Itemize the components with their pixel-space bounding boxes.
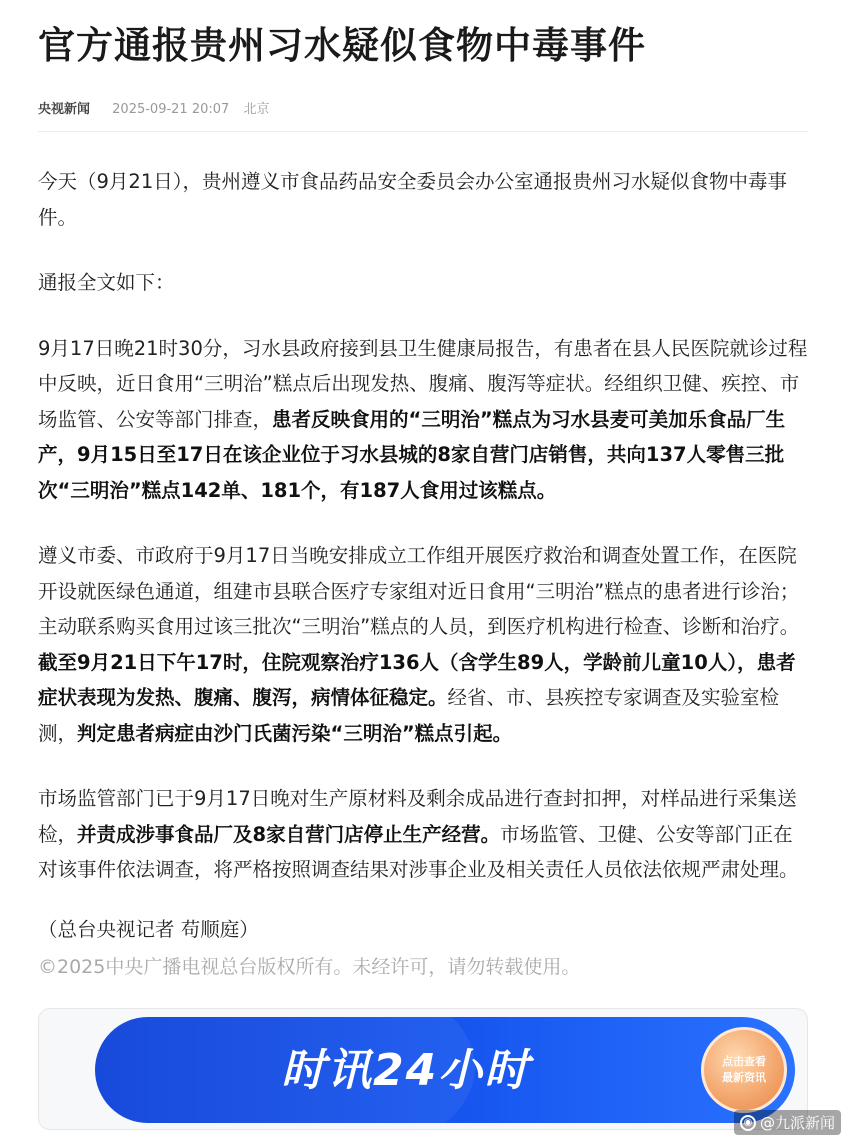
- bold-text: 截至9月21日下午17时，住院观察治疗136人（含学生89人，学龄前儿童10人），患者症状表现为发热、腹痛、腹泻，病情体征稳定。: [38, 650, 796, 709]
- banner-title: 时讯24小时: [281, 1045, 531, 1096]
- publish-time: 2025-09-21 20:07: [112, 102, 230, 117]
- cta-line-2: 最新资讯: [722, 1071, 766, 1084]
- article-meta: [38, 98, 808, 118]
- paragraph-3: [38, 331, 808, 509]
- text-segment: 遵义市委、市政府于9月17日当晚安排成立工作组开展医疗救治和调查处置工作，在医院开设就医绿色通道，组建市县联合医疗专家组对近日食用“三明治”糕点的患者进行诊治；主动联系购买食用过该三批次“三明治”糕点的人员，到医疗机构进行检查、诊断和治疗。: [38, 544, 800, 638]
- paragraph-5: [38, 781, 808, 888]
- text-segment: 9月17日晚21时30分，习水县政府接到县卫生健康局报告，有患者在县人民医院就诊过程中反映，近日食用“三明治”糕点后出现发热、腹痛、腹泻等症状。经组织卫健、疾控、市场监管、公安等部门排查，: [38, 336, 808, 431]
- cta-line-1: 点击查看: [722, 1055, 766, 1068]
- article-body: [38, 164, 808, 977]
- text-segment: 经省、市、县疾控专家调查及实验室检测，: [38, 686, 780, 745]
- text-segment: 今天（9月21日），贵州遵义市食品药品安全委员会办公室通报贵州习水疑似食物中毒事件。: [38, 170, 787, 229]
- paragraph-1: [38, 164, 808, 235]
- promo-card[interactable]: [38, 1008, 808, 1130]
- text-segment: 市场监管部门已于9月17日晚对生产原材料及剩余成品进行查封扣押，对样品进行采集送检，: [38, 787, 797, 846]
- text-segment: 市场监管、卫健、公安等部门正在对该事件依法调查，将严格按照调查结果对涉事企业及相关责任人员依法依规严肃处理。: [38, 822, 799, 881]
- source-label[interactable]: 央视新闻: [38, 102, 91, 117]
- text-segment: 通报全文如下：: [38, 271, 175, 294]
- divider: [38, 131, 808, 132]
- promo-banner[interactable]: [95, 1017, 795, 1123]
- reporter-credit: （总台央视记者 苟顺庭）: [38, 917, 259, 941]
- bold-text: 判定患者病症由沙门氏菌污染“三明治”糕点引起。: [77, 721, 513, 745]
- copyright-notice: ©2025中央广播电视总台版权所有。未经许可，请勿转载使用。: [38, 956, 581, 978]
- paragraph-2: [38, 265, 808, 301]
- weibo-icon: ◉: [740, 1115, 756, 1131]
- page-title: 官方通报贵州习水疑似食物中毒事件: [38, 24, 646, 67]
- watermark: [734, 1110, 841, 1135]
- bold-text: 患者反映食用的“三明治”糕点为习水县麦可美加乐食品厂生产，9月15日至17日在该企业位于习水县城的8家自营门店销售，共向137人零售三批次“三明治”糕点142单、181个，有187人食用过该糕点。: [38, 407, 786, 502]
- watermark-text: @九派新闻: [759, 1114, 835, 1132]
- bold-text: 并责成涉事食品厂及8家自营门店停止生产经营。: [77, 822, 501, 846]
- view-latest-news-button[interactable]: [701, 1027, 787, 1113]
- paragraph-4: [38, 538, 808, 751]
- publish-location: 北京: [243, 102, 270, 117]
